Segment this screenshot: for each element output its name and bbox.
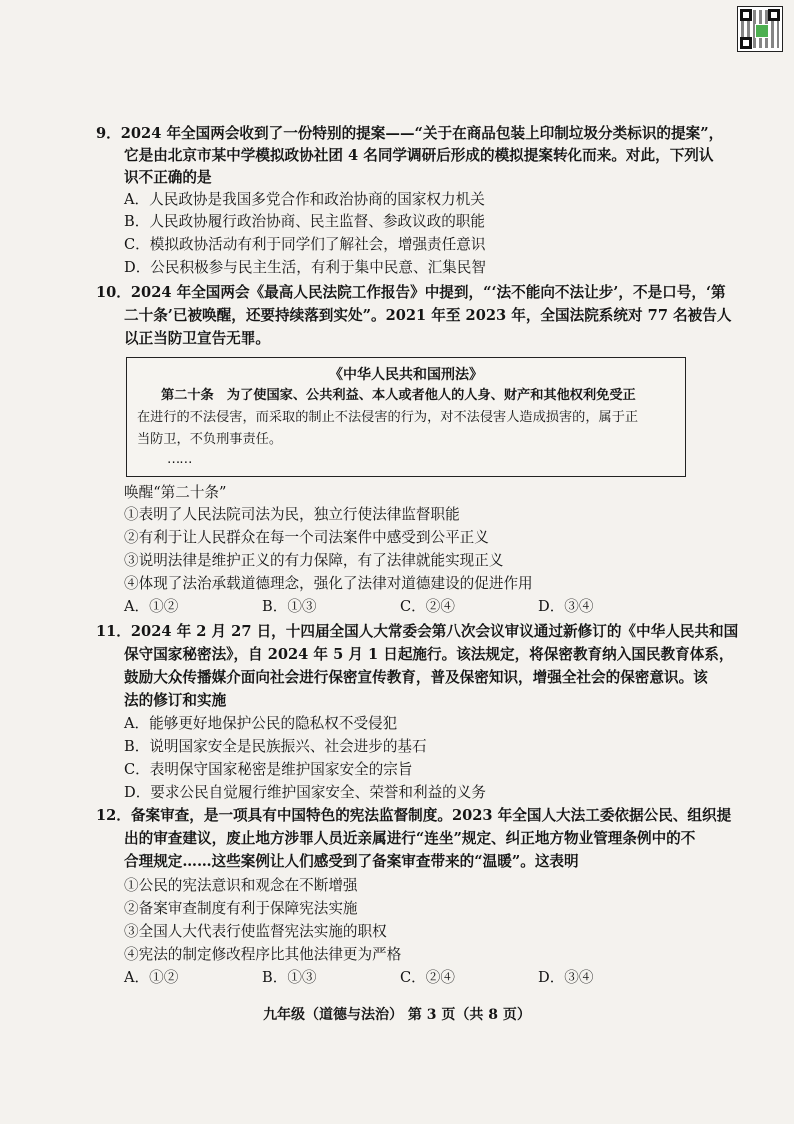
choice-c: C．②④: [400, 969, 455, 986]
statement-4: ④宪法的制定修改程序比其他法律更为严格: [124, 946, 402, 963]
option-a: A．能够更好地保护公民的隐私权不受侵犯: [124, 715, 398, 732]
option-d: D．要求公民自觉履行维护国家安全、荣誉和利益的义务: [124, 784, 486, 801]
statement-3: ③全国人大代表行使监督宪法实施的职权: [124, 923, 387, 940]
question-stem-line: 12．备案审查，是一项具有中国特色的宪法监督制度。2023 年全国人大法工委依据公民、组织提: [96, 807, 732, 824]
question-stem-line: 以正当防卫宣告无罪。: [124, 330, 270, 347]
option-c: C．模拟政协活动有利于同学们了解社会，增强责任意识: [124, 236, 486, 253]
statement-4: ④体现了法治承载道德理念，强化了法律对道德建设的促进作用: [124, 575, 533, 592]
question-stem-line: 鼓励大众传播媒介面向社会进行保密宣传教育，普及保密知识，增强全社会的保密意识。该: [124, 669, 708, 686]
qr-code: [737, 6, 783, 52]
question-stem-line: 保守国家秘密法》，自 2024 年 5 月 1 日起施行。该法规定，将保密教育纳入国民教育体系，: [124, 646, 734, 663]
law-text-line: 在进行的不法侵害，而采取的制止不法侵害的行为，对不法侵害人造成损害的，属于正: [137, 410, 639, 425]
qr-finder-pattern: [740, 9, 752, 21]
question-stem-line: 合理规定……这些案例让人们感受到了备案审查带来的“温暖”。这表明: [124, 853, 579, 870]
question-stem: 唤醒“第二十条”: [124, 484, 227, 501]
law-text-line: 当防卫，不负刑事责任。: [137, 432, 283, 447]
question-stem-line: 10．2024 年全国两会《最高人民法院工作报告》中提到，“‘法不能向不法让步’，不是口号，‘第: [96, 284, 726, 301]
law-title: 《中华人民共和国刑法》: [329, 367, 483, 383]
choice-a: A．①②: [124, 969, 179, 986]
choice-c: C．②④: [400, 598, 455, 615]
question-stem-line: 识不正确的是: [124, 169, 212, 186]
page-footer: 九年级（道德与法治） 第 3 页（共 8 页）: [263, 1007, 531, 1023]
question-stem-line: 9．2024 年全国两会收到了一份特别的提案——“关于在商品包装上印制垃圾分类标识的提案”，: [96, 125, 724, 142]
question-stem-line: 11．2024 年 2 月 27 日，十四届全国人大常委会第八次会议审议通过新修订的《中华人民共和国: [96, 623, 739, 640]
statement-2: ②有利于让人民群众在每一个司法案件中感受到公平正义: [124, 529, 489, 546]
statement-2: ②备案审查制度有利于保障宪法实施: [124, 900, 358, 917]
choice-b: B．①③: [262, 969, 317, 986]
qr-logo-icon: [755, 24, 769, 38]
question-stem-line: 二十条’已被唤醒，还要持续落到实处”。2021 年至 2023 年，全国法院系统对 77 名被告人: [124, 307, 732, 324]
statement-1: ①公民的宪法意识和观念在不断增强: [124, 877, 358, 894]
option-a: A．人民政协是我国多党合作和政治协商的国家权力机关: [124, 191, 485, 208]
choice-d: D．③④: [538, 598, 594, 615]
choice-a: A．①②: [124, 598, 179, 615]
question-stem-line: 出的审查建议，废止地方涉罪人员近亲属进行“连坐”规定、纠正地方物业管理条例中的不: [124, 830, 696, 847]
law-ellipsis: ……: [167, 452, 192, 467]
option-b: B．人民政协履行政治协商、民主监督、参政议政的职能: [124, 213, 485, 230]
choice-d: D．③④: [538, 969, 594, 986]
qr-finder-pattern: [740, 37, 752, 49]
question-stem-line: 法的修订和实施: [124, 692, 227, 709]
statement-3: ③说明法律是维护正义的有力保障，有了法律就能实现正义: [124, 552, 504, 569]
law-text-line: 第二十条 为了使国家、公共利益、本人或者他人的人身、财产和其他权利免受正: [161, 388, 636, 403]
qr-finder-pattern: [768, 9, 780, 21]
option-c: C．表明保守国家秘密是维护国家安全的宗旨: [124, 761, 413, 778]
question-stem-line: 它是由北京市某中学模拟政协社团 4 名同学调研后形成的模拟提案转化而来。对此，下列认: [124, 147, 714, 164]
choice-b: B．①③: [262, 598, 317, 615]
law-excerpt-box: [126, 357, 686, 477]
statement-1: ①表明了人民法院司法为民，独立行使法律监督职能: [124, 506, 460, 523]
option-b: B．说明国家安全是民族振兴、社会进步的基石: [124, 738, 427, 755]
option-d: D．公民积极参与民主生活，有利于集中民意、汇集民智: [124, 259, 486, 276]
